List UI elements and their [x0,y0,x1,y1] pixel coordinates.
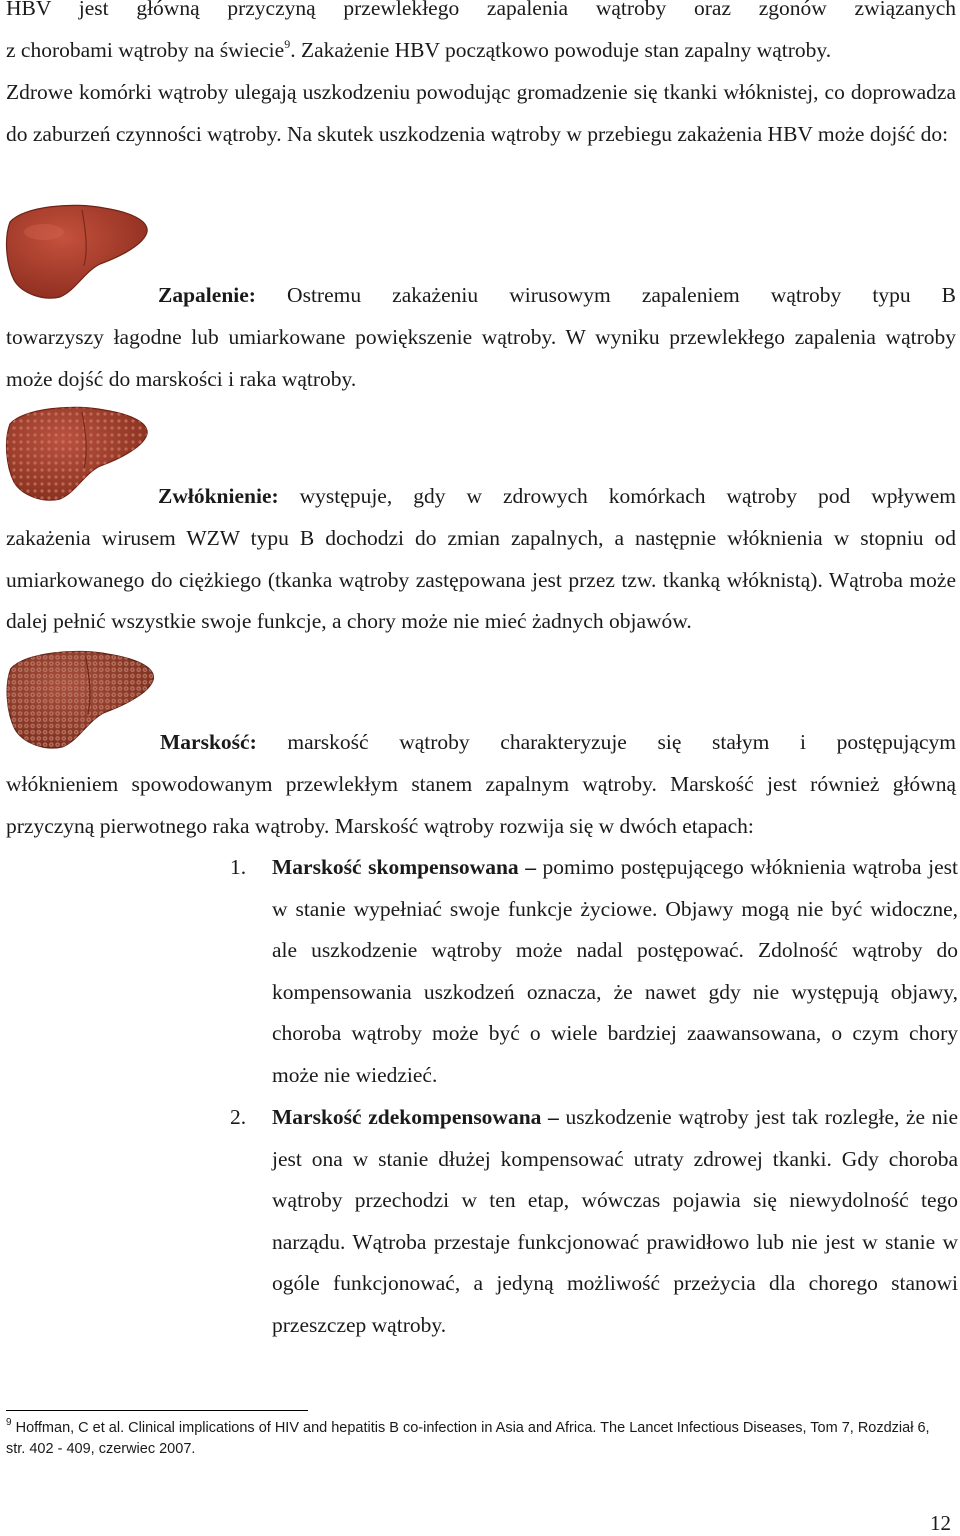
section-inflammation-line-1 [158,275,956,317]
section-inflammation-label: Zapalenie: [158,283,256,307]
section-fibrosis-text-1: występuje, gdy w zdrowych komórkach wątroby pod wpływem [278,484,956,508]
section-cirrhosis-label: Marskość: [160,730,257,754]
section-cirrhosis-line-1 [160,722,956,764]
list-item-body: uszkodzenie wątroby jest tak rozległe, że nie jest ona w stanie dłużej kompensować utraty zdrowej tkanki. Gdy choroba wątroby przechodzi w ten etap, wówczas pojawia się niewydolność tego narządu. Wątroba przestaje funkcjonować prawidłowo lub nie jest w stanie w ogóle funkcjonować, a jedyną możliwość przeżycia dla chorego stanowi przeszczep wątroby. [272,1105,958,1337]
intro-line-2b: . Zakażenie HBV początkowo powoduje stan zapalny wątroby. [290,38,832,62]
section-fibrosis-line-1 [158,476,956,518]
footnote-number: 9 [6,1417,12,1428]
intro-line-1-text: HBV jest główną przyczyną przewlekłego zapalenia wątroby oraz zgonów związanych [6,0,956,20]
intro-line-2 [6,30,956,72]
section-fibrosis-text-2: zakażenia wirusem WZW typu B dochodzi do zmian zapalnych, a następnie włóknienia w stopniu od umiarkowanego do ciężkiego (tkanka wątroby zastępowana jest przez tzw. tkanką włóknistą). Wątroba może dalej pełnić wszystkie swoje funkcje, a chory może nie mieć żadnych objawów. [6,526,956,633]
list-item-text [272,847,958,1096]
section-inflammation-text-1: Ostremu zakażeniu wirusowym zapaleniem wątroby typu B [255,283,956,307]
section-inflammation-text-2: towarzyszy łagodne lub umiarkowane powiększenie wątroby. W wyniku przewlekłego zapalenia wątroby może dojść do marskości i raka wątroby. [6,325,956,391]
section-cirrhosis-text-2: włóknieniem spowodowanym przewlekłym stanem zapalnym wątroby. Marskość jest również główną przyczyną pierwotnego raka wątroby. Marskość wątroby rozwija się w dwóch etapach: [6,772,956,838]
list-number: 2. [230,1105,247,1129]
section-fibrosis-label: Zwłóknienie: [158,484,279,508]
fibrosis-liver-image [4,404,152,504]
footnote-reference[interactable]: 9 [284,37,291,51]
footnote-text: Hoffman, C et al. Clinical implications of HIV and hepatitis B co-infection in Asia and Africa. The Lancet Infectious Diseases, Tom 7, Rozdział 6, str. 402 - 409, czerwiec 2007. [6,1420,930,1457]
healthy-liver-image [4,202,152,302]
section-cirrhosis-text-1: marskość wątroby charakteryzuje się stałym i postępującym [256,730,956,754]
list-item-title: Marskość skompensowana [272,855,519,879]
list-item-body: pomimo postępującego włóknienia wątroba jest w stanie wypełniać swoje funkcje życiowe. Objawy mogą nie być widoczne, ale uszkodzenie wątroby może nadal postępować. Zdolność wątroby do kompensowania uszkodzeń oznacza, że nawet gdy nie występują objawy, choroba wątroby może być o wiele bardziej zaawansowana, o czym chory może nie wiedzieć. [272,855,958,1087]
intro-line-2a: z chorobami wątroby na świecie [6,38,285,62]
page-number: 12 [930,1511,951,1535]
footnote-divider [6,1410,308,1411]
list-number: 1. [230,855,247,879]
intro-line-1 [6,0,956,30]
list-item-text [272,1097,958,1346]
list-item-dash: – [541,1105,566,1129]
list-item-dash: – [518,855,543,879]
intro-rest: Zdrowe komórki wątroby ulegają uszkodzeniu powodując gromadzenie się tkanki włóknistej, co doprowadza do zaburzeń czynności wątroby. Na skutek uszkodzenia wątroby w przebiegu zakażenia HBV może dojść do: [6,80,956,146]
cirrhosis-liver-image [4,648,159,752]
list-item-title: Marskość zdekompensowana [272,1105,542,1129]
footnote [6,1418,946,1460]
